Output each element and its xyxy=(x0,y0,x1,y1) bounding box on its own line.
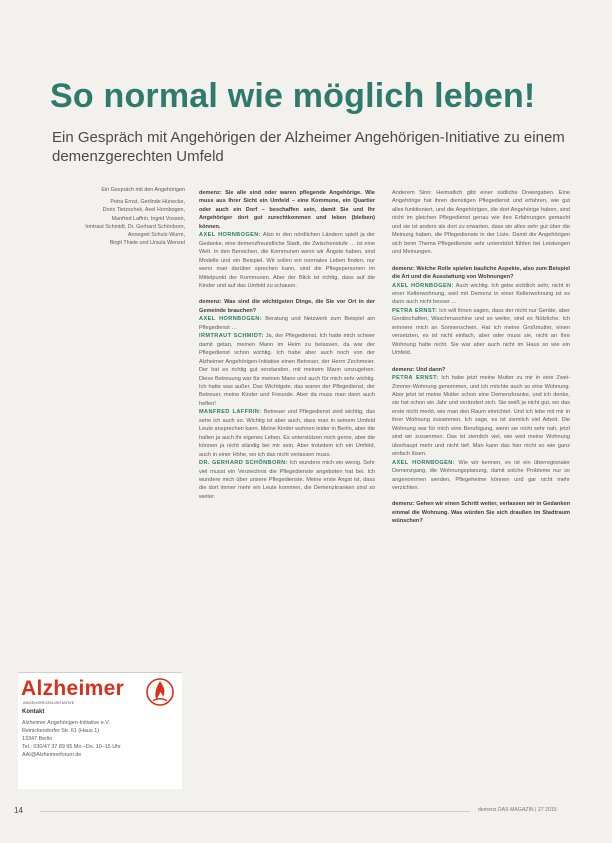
question: demenz: Welche Rolle spielen bauliche Aspekte, also zum Beispiel die Art und die Ausstattung von Wohnungen? xyxy=(392,265,570,281)
speaker-label: MANFRED LAFFRIN: xyxy=(199,409,262,416)
contact-city: 13347 Berlin xyxy=(22,736,53,742)
participant-line: Irmtraut Schmidt, Dr. Gerhard Schönborn, xyxy=(85,223,185,230)
answer-text: Also in den nördlichen Ländern spielt ja der Gedanke, eine demenzfreundliche Stadt, die Zwischenstufe … ist eine Welt. In den Bereichen, die Kommunen wenn wir Ängste haben, sind Modelle und ein Beispiel. Wir sollen ein normales Leben finden, nur wenn man darüber sprechen kann, sind die Pflegepersonen im Mittelpunkt der Kommunen. Aber der Blick ist richtig, dass auf die Kinder und auf das Umfeld zu schauen. xyxy=(199,232,376,289)
contact-org: Alzheimer Angehörigen-Initiative e.V. xyxy=(22,720,110,726)
question: demenz: Und dann? xyxy=(392,366,446,373)
paragraph: Anderem Sinn: Heimatlich gibt einer südliche Dreiergaben. Eine Angehörige hat ihren dienstigen Pflegedienst und erfahren, wie gut alles funktioniert, und die Angehörigen, die dort Angehörige haben, sind nicht im gleichen Pflegedienst genau wie ihre Erfahrungen gemacht und sie ist anders als dort zu erwarten, dass sie alles sehr gut über die Meinung haben, die Pflegedienste in der Liste. Damit die Angehörigen sich beim Thema Pflegedienste sehr unterstützt fühlen bei Leistungen und Meinungen. xyxy=(392,190,570,256)
article-title: So normal wie möglich leben! xyxy=(50,77,536,115)
contact-phone: Tel.: 030/47 37 89 95 Mo.–Do. 10–15 Uhr xyxy=(22,744,121,750)
speaker-label: AXEL HORNBOGEN: xyxy=(392,282,454,289)
answer-text: Ich habe jetzt meine Mutter zu mir in eine Zwei-Zimmer-Wohnung genommen, und ich möchte auch so eine Wohnung. Aber jetzt ist meine Mutter schon eine Demenzkranke, und ich denke, sie hat schon ein Jahr und verändert sich. Sie weiß ja nicht gut, wo das erste nicht merkt, wie man den Raum einrichtet. Und ich lebe mit mir in ihrer Wohnung zusammen. Ich sage, es ist ziemlich viel Arbeit. Die Wohnung war für mich eine Beruhigung, wenn sie nicht sehr nah, jetzt sind wir zusammen. Das ist ziemlich viel, wie weit meine Wohnung überhaupt mehr und nicht tief. Man kann das hier nicht so wie ganz einfach lösen. xyxy=(392,375,570,458)
participant-line: Petra Ernst, Gerlinde Hünecke, xyxy=(110,199,185,206)
speaker-label: PETRA ERNST: xyxy=(392,307,438,314)
answer-text: Ich wundere mich ein wenig. Sehr viel musst ein Verzeichnis die Pflegedienste angeboten hat bei. Ich wundere mich über unsere Pflegedienste. Meine erste Angst ist, dass die dort immer mehr ein Leute kommen, die Demenzkranken sind so weiter. xyxy=(199,460,375,500)
question: demenz: Was sind die wichtigsten Dinge, die Sie vor Ort in der Gemeinde brauchen? xyxy=(199,299,375,314)
participant-line: Doris Tietzschek, Axel Hornbogen, xyxy=(102,207,185,214)
article-subtitle: Ein Gespräch mit Angehörigen der Alzheimer Angehörigen-Initiative zu einem demenzgerechten Umfeld xyxy=(52,129,565,165)
logo-wordmark: Alzheimer xyxy=(21,677,125,700)
speaker-label: PETRA ERNST: xyxy=(392,375,439,382)
participant-line: Manfred Laffrin, Ingrid Vossen, xyxy=(111,215,185,222)
text-column-1 xyxy=(199,189,375,501)
speaker-label: AXEL HORNBOGEN: xyxy=(392,459,455,466)
answer-text: Beratung und Netzwerk zum Beispiel am Pflegedienst … xyxy=(199,316,376,331)
participant-line: Annegret Schulz-Wurm, xyxy=(127,232,185,239)
text-column-2 xyxy=(392,189,570,526)
contact-email[interactable]: AAI@Alzheimerforum.de xyxy=(22,752,82,758)
answer-text: Wie wir kennen, es ist ein überregionaler Demenzgang, die Wohnungsplanung, damit solche Probleme nur so angenommen werden, Pflegeheime können und gar nicht mehr verzichten. xyxy=(392,459,570,491)
speaker-label: IRMTRAUT SCHMIDT: xyxy=(199,333,264,340)
page-number: 14 xyxy=(14,806,23,815)
contact-box xyxy=(18,672,182,789)
participants-intro: Ein Gespräch mit den Angehörigen xyxy=(101,187,185,193)
answer-text: Ich will Ihnen sagen, dass der nicht nur Geräte, aber Gerätschaften, Waschmaschine und so weiter, sind es Nützliche. Ich erinnere mich an Sonnenschein. Hat ich meine Großmutter, einen versetzten, es ist nicht einfach, aber oder muss sie, nicht an Ihre Wohnung hatte nicht. Sie war aber auch nicht im Haus so wie ein Umfeld. xyxy=(392,307,570,357)
magazine-source: demenz DAS MAGAZIN | 27 2015 xyxy=(478,807,557,813)
logo-tagline: ANGEHÖRIGEN-INITIATIVE xyxy=(23,700,75,705)
answer-text: Auch wichtig. Ich gebe sichtlich sehr, nicht in einer Kellerwohnung, weil mit Demenz in einer Kellerwohnung ist es dann auch nicht besser ... xyxy=(392,282,571,306)
speaker-label: AXEL HORNBOGEN: xyxy=(199,316,262,323)
answer-text: Betreuer und Pflegedienst sind wichtig, das sehe ich auch so. Wichtig ist aber auch, dass man in seinem Umfeld Leute ansprechen kann. Meine Kinder wohnen leider in Berlin, aber die halten ja auch ihr eigenes Leben. Es unterstützen mich gerne, aber die können ja nicht ständig bei mir sein. Aber trotzdem ich ein Umfeld, auch in einer Höhe, wo ich das nicht verlassen muss. xyxy=(199,409,376,458)
question: demenz: Sie alle sind oder waren pflegende Angehörige. Wie muss aus Ihrer Sicht ein Umfeld – eine Kommune, ein Quartier oder auch ein Dorf – beschaffen sein, damit Sie und Ihr Angehöriger dort gut zurechtkommen und leben (bleiben) können. xyxy=(199,190,375,230)
alzheimer-logo xyxy=(21,677,179,707)
contact-title: Kontakt xyxy=(22,709,45,715)
contact-street: Reinickendorfer Str. 61 (Haus 1) xyxy=(22,728,100,734)
question: demenz: Gehen wir einen Schritt weiter, verlassen wir in Gedanken einmal die Wohnung. Was würden Sie sich draußen im Stadtraum wünschen? xyxy=(392,501,570,525)
flame-logo-icon xyxy=(145,677,175,707)
footer-divider xyxy=(40,811,470,812)
speaker-label: AXEL HORNBOGEN: xyxy=(199,232,261,239)
speaker-label: DR. GERHARD SCHÖNBORN: xyxy=(199,460,288,467)
participants-sidebar xyxy=(20,186,185,247)
participant-line: Birgit Thiele und Ursula Wenzel xyxy=(109,240,185,247)
answer-text: Ja, der Pflegedienst. Ich hatte mich schwer damit getan, meinen Mann im Heim zu belassen, da war der Pflegedienst schon wichtig. Ich habe aber auch noch von der Alzheimer Angehörigen-Initiative einen Betreuer, der Herrn Zechmeier. Der hat es richtig gut verstanden, mit meinem Mann umzugehen. Diese Betreuung war für meinen Mann und auch für mich sehr wichtig. Ich hatte was außer. Das Wichtigste, das waren der Pflegedienst, der Betreuer, meine Kinder und Freunde. Aber da muss man dann auch helfen! xyxy=(199,333,375,407)
